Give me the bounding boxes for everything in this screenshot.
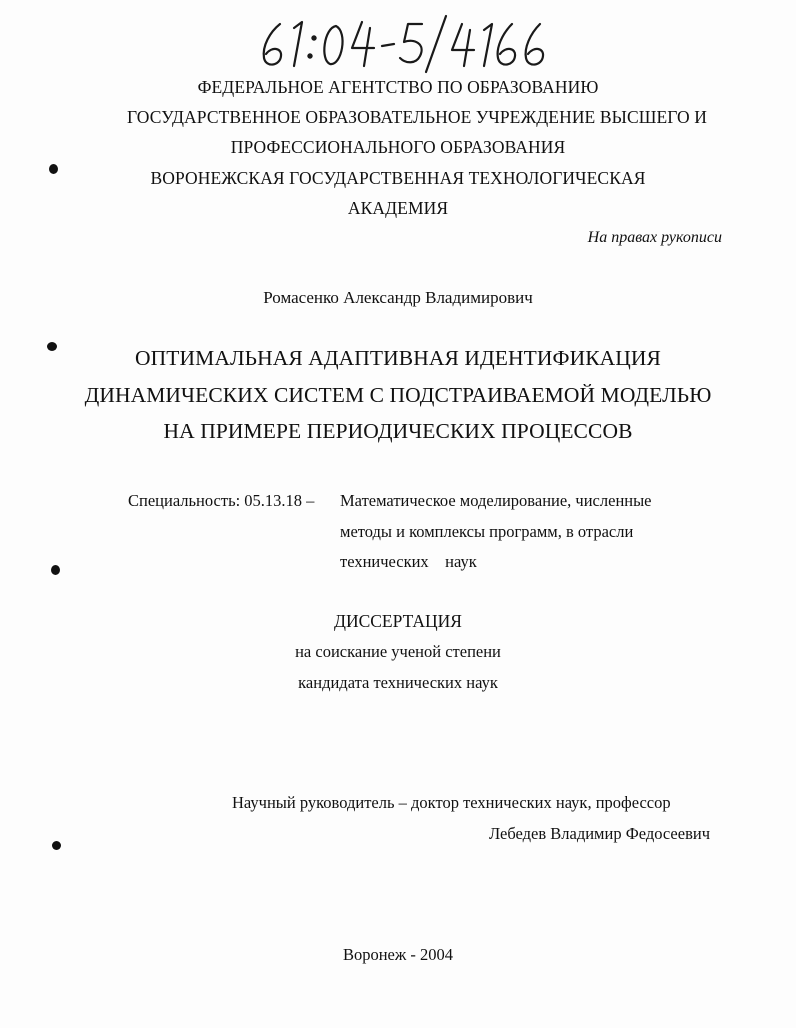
supervisor-line: Научный руководитель – доктор технических наук, профессор	[232, 793, 671, 812]
handwritten-archive-number	[250, 12, 550, 74]
city-year: Воронеж - 2004	[342, 945, 454, 964]
dissertation-heading: ДИССЕРТАЦИЯ	[334, 611, 462, 631]
organization-line-2: ГОСУДАРСТВЕННОЕ ОБРАЗОВАТЕЛЬНОЕ УЧРЕЖДЕНИЕ ВЫСШЕГО И	[127, 107, 707, 127]
supervisor-name: Лебедев Владимир Федосеевич	[488, 824, 710, 843]
organization-line-1: ФЕДЕРАЛЬНОЕ АГЕНТСТВО ПО ОБРАЗОВАНИЮ	[197, 77, 599, 97]
specialty-label: Специальность: 05.13.18 –	[128, 491, 315, 510]
dissertation-line-1: на соискание ученой степени	[295, 642, 501, 661]
title-line-2: ДИНАМИЧЕСКИХ СИСТЕМ С ПОДСТРАИВАЕМОЙ МОДЕЛЬЮ	[84, 383, 712, 407]
title-line-3: НА ПРИМЕРЕ ПЕРИОДИЧЕСКИХ ПРОЦЕССОВ	[163, 419, 633, 443]
rights-note: На правах рукописи	[587, 229, 722, 246]
specialty-line-2: методы и комплексы программ, в отрасли	[340, 522, 634, 541]
organization-line-4: ВОРОНЕЖСКАЯ ГОСУДАРСТВЕННАЯ ТЕХНОЛОГИЧЕСКАЯ	[150, 168, 646, 188]
specialty-line-1: Математическое моделирование, численные	[340, 491, 652, 510]
punch-hole-mark	[52, 841, 61, 850]
punch-hole-mark	[51, 565, 60, 575]
punch-hole-mark	[47, 342, 57, 351]
specialty-line-3: технических наук	[340, 552, 477, 571]
dissertation-line-2: кандидата технических наук	[298, 673, 498, 692]
punch-hole-mark	[49, 164, 58, 174]
author-name: Ромасенко Александр Владимирович	[263, 288, 533, 307]
organization-line-5: АКАДЕМИЯ	[347, 198, 449, 218]
organization-line-3: ПРОФЕССИОНАЛЬНОГО ОБРАЗОВАНИЯ	[230, 137, 566, 157]
title-line-1: ОПТИМАЛЬНАЯ АДАПТИВНАЯ ИДЕНТИФИКАЦИЯ	[135, 346, 661, 370]
